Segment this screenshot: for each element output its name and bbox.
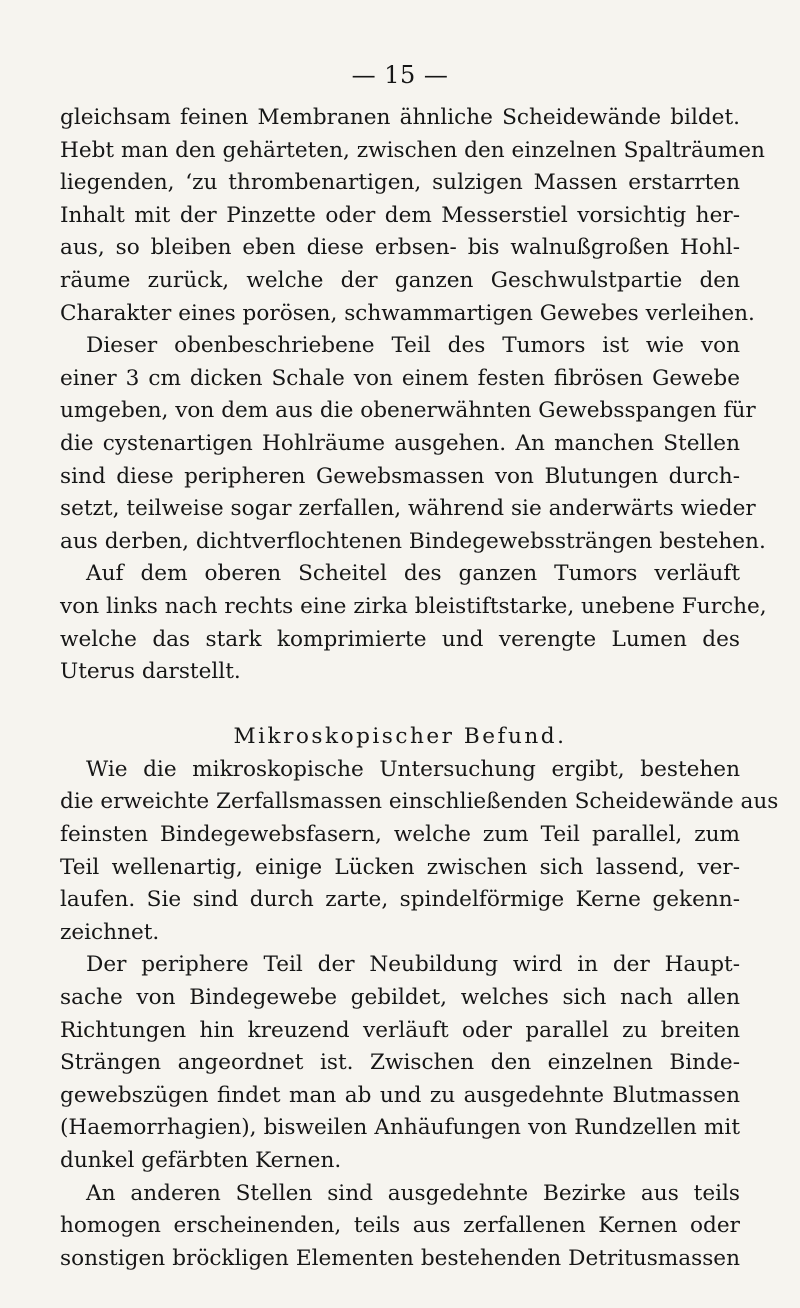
text-line: Wie die mikroskopische Untersuchung ergibt, bestehen bbox=[86, 756, 740, 782]
page-number: — 15 — bbox=[351, 61, 449, 89]
text-line: (Haemorrhagien), bisweilen Anhäufungen von Rundzellen mit bbox=[60, 1115, 740, 1141]
text-line: liegenden, ‘zu thrombenartigen, sulzigen Massen erstarrten bbox=[60, 170, 740, 196]
text-line: die erweichte Zerfallsmassen einschließenden Scheidewände aus bbox=[60, 789, 779, 815]
text-line: gewebszügen findet man ab und zu ausgedehnte Blutmassen bbox=[60, 1082, 740, 1108]
text-line: einer 3 cm dicken Schale von einem festen fibrösen Gewebe bbox=[60, 365, 740, 391]
text-line: Uterus darstellt. bbox=[60, 659, 241, 685]
text-line: die cystenartigen Hohlräume ausgehen. An manchen Stellen bbox=[60, 430, 740, 456]
text-line: von links nach rechts eine zirka bleistiftstarke, unebene Furche, bbox=[60, 593, 767, 619]
text-line: Strängen angeordnet ist. Zwischen den einzelnen Binde- bbox=[60, 1050, 740, 1076]
text-line: zeichnet. bbox=[60, 919, 160, 945]
text-line: feinsten Bindegewebsfasern, welche zum Teil parallel, zum bbox=[60, 822, 740, 848]
text-line: gleichsam feinen Membranen ähnliche Scheidewände bildet. bbox=[60, 105, 740, 130]
section-spacer bbox=[60, 689, 740, 722]
text-line: sonstigen bröckligen Elementen bestehenden Detritusmassen bbox=[60, 1245, 740, 1271]
text-line: setzt, teilweise sogar zerfallen, während sie anderwärts wieder bbox=[60, 496, 756, 522]
body-text bbox=[60, 102, 779, 1275]
text-line: Der periphere Teil der Neubildung wird in der Haupt- bbox=[86, 952, 740, 978]
text-line: Teil wellenartig, einige Lücken zwischen sich lassend, ver- bbox=[60, 854, 740, 880]
text-line: Hebt man den gehärteten, zwischen den einzelnen Spalträumen bbox=[60, 137, 765, 163]
text-line: Inhalt mit der Pinzette oder dem Messerstiel vorsichtig her- bbox=[60, 202, 740, 228]
text-line: welche das stark komprimierte und verengte Lumen des bbox=[60, 626, 740, 652]
text-line: Richtungen hin kreuzend verläuft oder parallel zu breiten bbox=[60, 1017, 740, 1043]
text-line: Dieser obenbeschriebene Teil des Tumors ist wie von bbox=[86, 333, 740, 359]
text-line: sache von Bindegewebe gebildet, welches sich nach allen bbox=[60, 985, 740, 1011]
text-line: sind diese peripheren Gewebsmassen von Blutungen durch- bbox=[60, 463, 740, 489]
text-line: aus, so bleiben eben diese erbsen- bis walnußgroßen Hohl- bbox=[60, 235, 740, 261]
text-line: aus derben, dichtverflochtenen Bindegewebssträngen bestehen. bbox=[60, 528, 766, 554]
text-line: umgeben, von dem aus die obenerwähnten Gewebsspangen für bbox=[60, 398, 756, 424]
section-heading: Mikroskopischer Befund. bbox=[233, 724, 567, 750]
text-line: dunkel gefärbten Kernen. bbox=[60, 1148, 342, 1173]
text-line: laufen. Sie sind durch zarte, spindelförmige Kerne gekenn- bbox=[60, 887, 740, 913]
text-line: räume zurück, welche der ganzen Geschwulstpartie den bbox=[60, 267, 740, 293]
text-line: An anderen Stellen sind ausgedehnte Bezirke aus teils bbox=[86, 1180, 740, 1206]
text-line: Auf dem oberen Scheitel des ganzen Tumors verläuft bbox=[86, 561, 740, 587]
text-line: Charakter eines porösen, schwammartigen Gewebes verleihen. bbox=[60, 300, 755, 326]
text-line: homogen erscheinenden, teils aus zerfallenen Kernen oder bbox=[60, 1213, 740, 1239]
